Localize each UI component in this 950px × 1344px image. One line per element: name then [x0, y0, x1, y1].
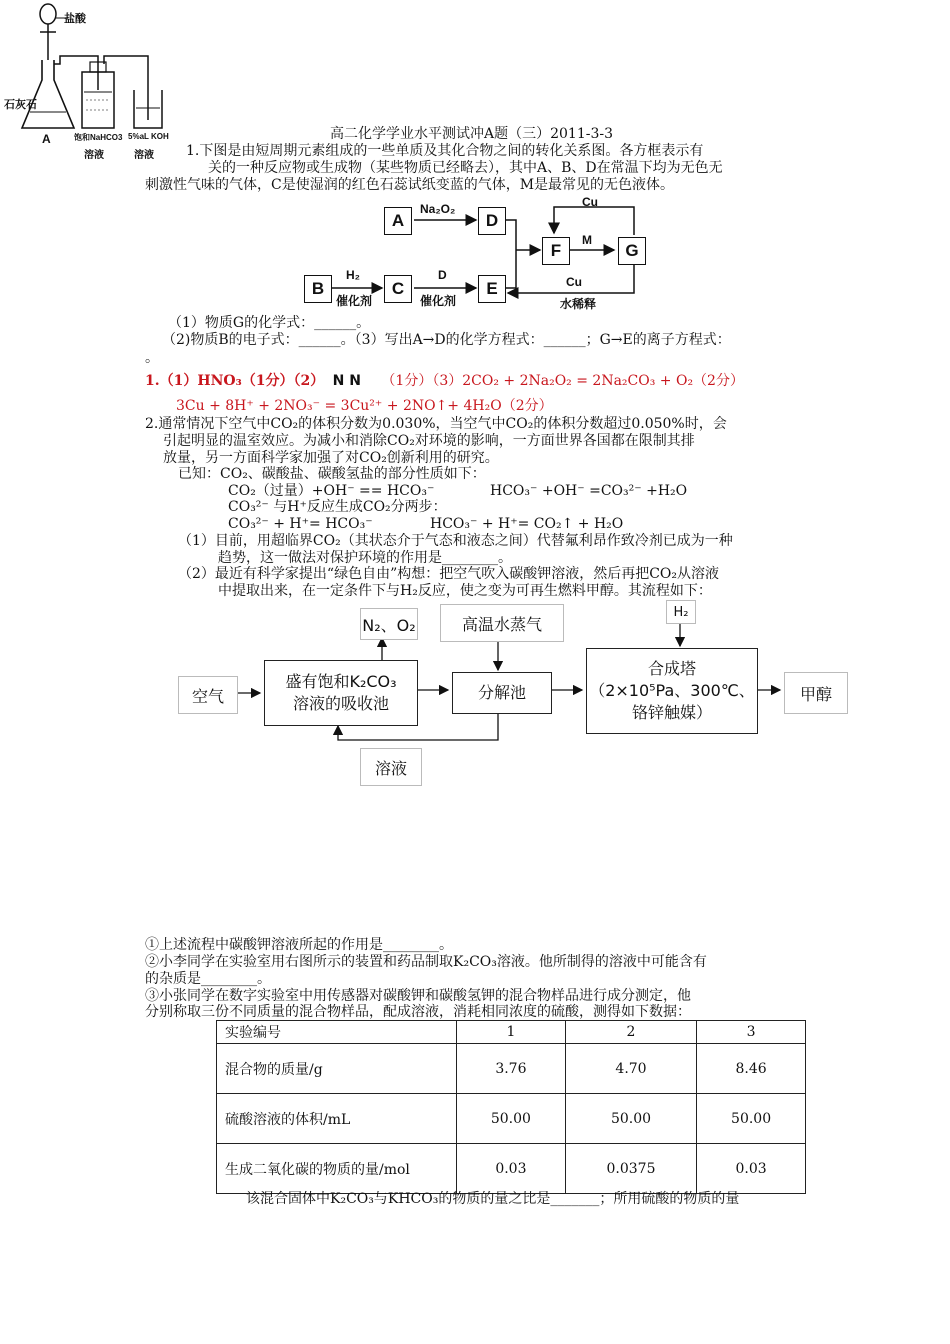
q2-line3: 放量，另一方面科学家加强了对CO₂创新利用的研究。 [163, 450, 499, 466]
tower-line1: 合成塔 [647, 659, 696, 678]
q2-c3-line2: 分别称取三份不同质量的混合物样品，配成溶液，消耗相同浓度的硫酸，测得如下数据： [145, 1004, 691, 1020]
box-a: A [384, 207, 412, 235]
q1-reaction-diagram [300, 195, 650, 310]
table-header-cell: 实验编号 [217, 1021, 457, 1044]
q2-known: 已知：CO₂、碳酸盐、碳酸氢盐的部分性质如下： [178, 466, 486, 482]
q2-p1-line1: （1）目前，用超临界CO₂（其状态介于气态和液态之间）代替氟利昂作致冷剂已成为一种 [178, 533, 733, 549]
absorber-line2: 溶液的吸收池 [292, 694, 389, 713]
q1-stem-line2: 关的一种反应物或生成物（某些物质已经略去），其中A、B、D在常温下均为无色无 [208, 160, 723, 176]
flow-chart [170, 600, 850, 790]
solution-label-2: 溶液 [134, 150, 154, 161]
label-d-arrow: D [438, 268, 447, 282]
q1-answer-line2: 3Cu + 8H⁺ + 2NO₃⁻ = 3Cu²⁺ + 2NO↑+ 4H₂O（2分） [176, 398, 553, 414]
flask-a-label: A [42, 132, 51, 146]
label-dilute: 水稀释 [560, 297, 597, 311]
flow-absorber [264, 660, 418, 726]
table-cell: 50.00 [697, 1094, 806, 1144]
q2-final: 该混合固体中K₂CO₃与KHCO₃的物质的量之比是_______；所用硫酸的物质的量 [246, 1191, 740, 1207]
acid-label: 盐酸 [64, 13, 86, 25]
q2-p2-line1: （2）最近有科学家提出“绿色自由”构想：把空气吹入碳酸钾溶液，然后再把CO₂从溶液 [178, 566, 720, 582]
label-catalyst-2: 催化剂 [420, 294, 457, 308]
table-cell: 3.76 [457, 1044, 566, 1094]
absorber-line1: 盛有饱和K₂CO₃ [285, 672, 397, 691]
q1-stem-line1: 1.下图是由短周期元素组成的一些单质及其化合物之间的转化关系图。各方框表示有 [186, 143, 704, 159]
table-row [217, 1044, 806, 1094]
electron-formula: N N [332, 373, 361, 389]
tower-line3: 铬锌触媒） [631, 703, 712, 722]
q2-line1: 2.通常情况下空气中CO₂的体积分数为0.030%，当空气中CO₂的体积分数超过0.050%时，会 [145, 416, 727, 432]
flow-steam: 高温水蒸气 [440, 604, 564, 642]
q2-eq3a: CO₃²⁻ + H⁺= HCO₃⁻ [228, 516, 373, 532]
table-cell: 4.70 [565, 1044, 696, 1094]
q1-sub2-end: 。 [145, 350, 159, 366]
q2-eq1b: HCO₃⁻ +OH⁻ =CO₃²⁻ +H₂O [490, 483, 688, 499]
flow-synthesis-tower [586, 648, 758, 734]
label-cu-top: Cu [582, 195, 598, 209]
solution-label-1: 溶液 [84, 150, 104, 161]
box-c: C [384, 275, 412, 303]
q2-eq3b: HCO₃⁻ + H⁺= CO₂↑ + H₂O [430, 516, 624, 532]
q2-p1-line2: 趋势，这一做法对保护环境的作用是________。 [218, 550, 512, 566]
table-cell: 0.03 [697, 1144, 806, 1194]
table-cell: 混合物的质量/g [217, 1044, 457, 1094]
flow-h2: H₂ [666, 600, 696, 624]
q1-answer-line1 [145, 373, 744, 390]
bottle3-label: 5%aL KOH [128, 132, 169, 141]
table-header-cell: 3 [697, 1021, 806, 1044]
tower-line2: （2×10⁵Pa、300℃、 [589, 681, 755, 700]
table-cell: 8.46 [697, 1044, 806, 1094]
table-header-row [217, 1021, 806, 1044]
apparatus-figure [0, 0, 175, 160]
q1-sub2: （2)物质B的电子式：______。（3）写出A→D的化学方程式：______；G→E的离子方程式： [162, 332, 731, 348]
flow-decomposer: 分解池 [452, 672, 552, 714]
q2-eq2: CO₃²⁻ 与H⁺反应生成CO₂分两步： [228, 499, 447, 515]
answer-part-c: （1分）（3）2CO₂ + 2Na₂O₂ = 2Na₂CO₃ + O₂（2分） [381, 373, 744, 389]
q1-stem-line3: 刺激性气味的气体，C是使湿润的红色石蕊试纸变蓝的气体，M是最常见的无色液体。 [145, 177, 675, 193]
label-cu-bottom: Cu [566, 275, 582, 289]
q2-eq1a: CO₂（过量）+OH⁻ == HCO₃⁻ [228, 483, 435, 499]
bottle2-label: 饱和NaHCO3 [74, 133, 123, 142]
page-title: 高二化学学业水平测试冲A题（三）2011-3-3 [330, 126, 614, 142]
flow-methanol: 甲醇 [784, 672, 848, 714]
label-m: M [582, 233, 592, 247]
q2-c2-line1: ②小李同学在实验室用右图所示的装置和药品制取K₂CO₃溶液。他所制得的溶液中可能含有 [145, 954, 707, 970]
label-catalyst-1: 催化剂 [336, 294, 373, 308]
table-row [217, 1094, 806, 1144]
q2-c2-line2: 的杂质是________。 [145, 971, 271, 987]
box-f: F [542, 237, 570, 265]
q2-p2-line2: 中提取出来，在一定条件下与H₂反应，使之变为可再生燃料甲醇。其流程如下： [218, 583, 712, 599]
q1-sub1: （1）物质G的化学式：______。 [168, 315, 371, 331]
q2-line2: 引起明显的温室效应。为减小和消除CO₂对环境的影响，一方面世界各国都在限制其排 [163, 433, 695, 449]
box-b: B [304, 275, 332, 303]
flow-n2-o2: N₂、O₂ [360, 608, 418, 640]
table-row [217, 1144, 806, 1194]
table-cell: 0.0375 [565, 1144, 696, 1194]
box-d: D [478, 207, 506, 235]
table-cell: 50.00 [565, 1094, 696, 1144]
table-cell: 生成二氧化碳的物质的量/mol [217, 1144, 457, 1194]
answer-part-a: 1.（1）HNO₃（1分）（2） [145, 373, 325, 389]
flow-air: 空气 [178, 676, 238, 714]
label-h2: H₂ [346, 268, 360, 282]
table-header-cell: 2 [565, 1021, 696, 1044]
table-header-cell: 1 [457, 1021, 566, 1044]
limestone-label: 石灰石 [4, 99, 37, 111]
data-table [216, 1020, 806, 1194]
box-e: E [478, 275, 506, 303]
table-cell: 0.03 [457, 1144, 566, 1194]
box-g: G [618, 237, 646, 265]
table-cell: 50.00 [457, 1094, 566, 1144]
label-na2o2: Na₂O₂ [420, 202, 456, 216]
q2-c3-line1: ③小张同学在数字实验室中用传感器对碳酸钾和碳酸氢钾的混合物样品进行成分测定，他 [145, 988, 691, 1004]
q2-c1: ①上述流程中碳酸钾溶液所起的作用是________。 [145, 937, 453, 953]
table-cell: 硫酸溶液的体积/mL [217, 1094, 457, 1144]
flow-solution: 溶液 [360, 748, 422, 786]
